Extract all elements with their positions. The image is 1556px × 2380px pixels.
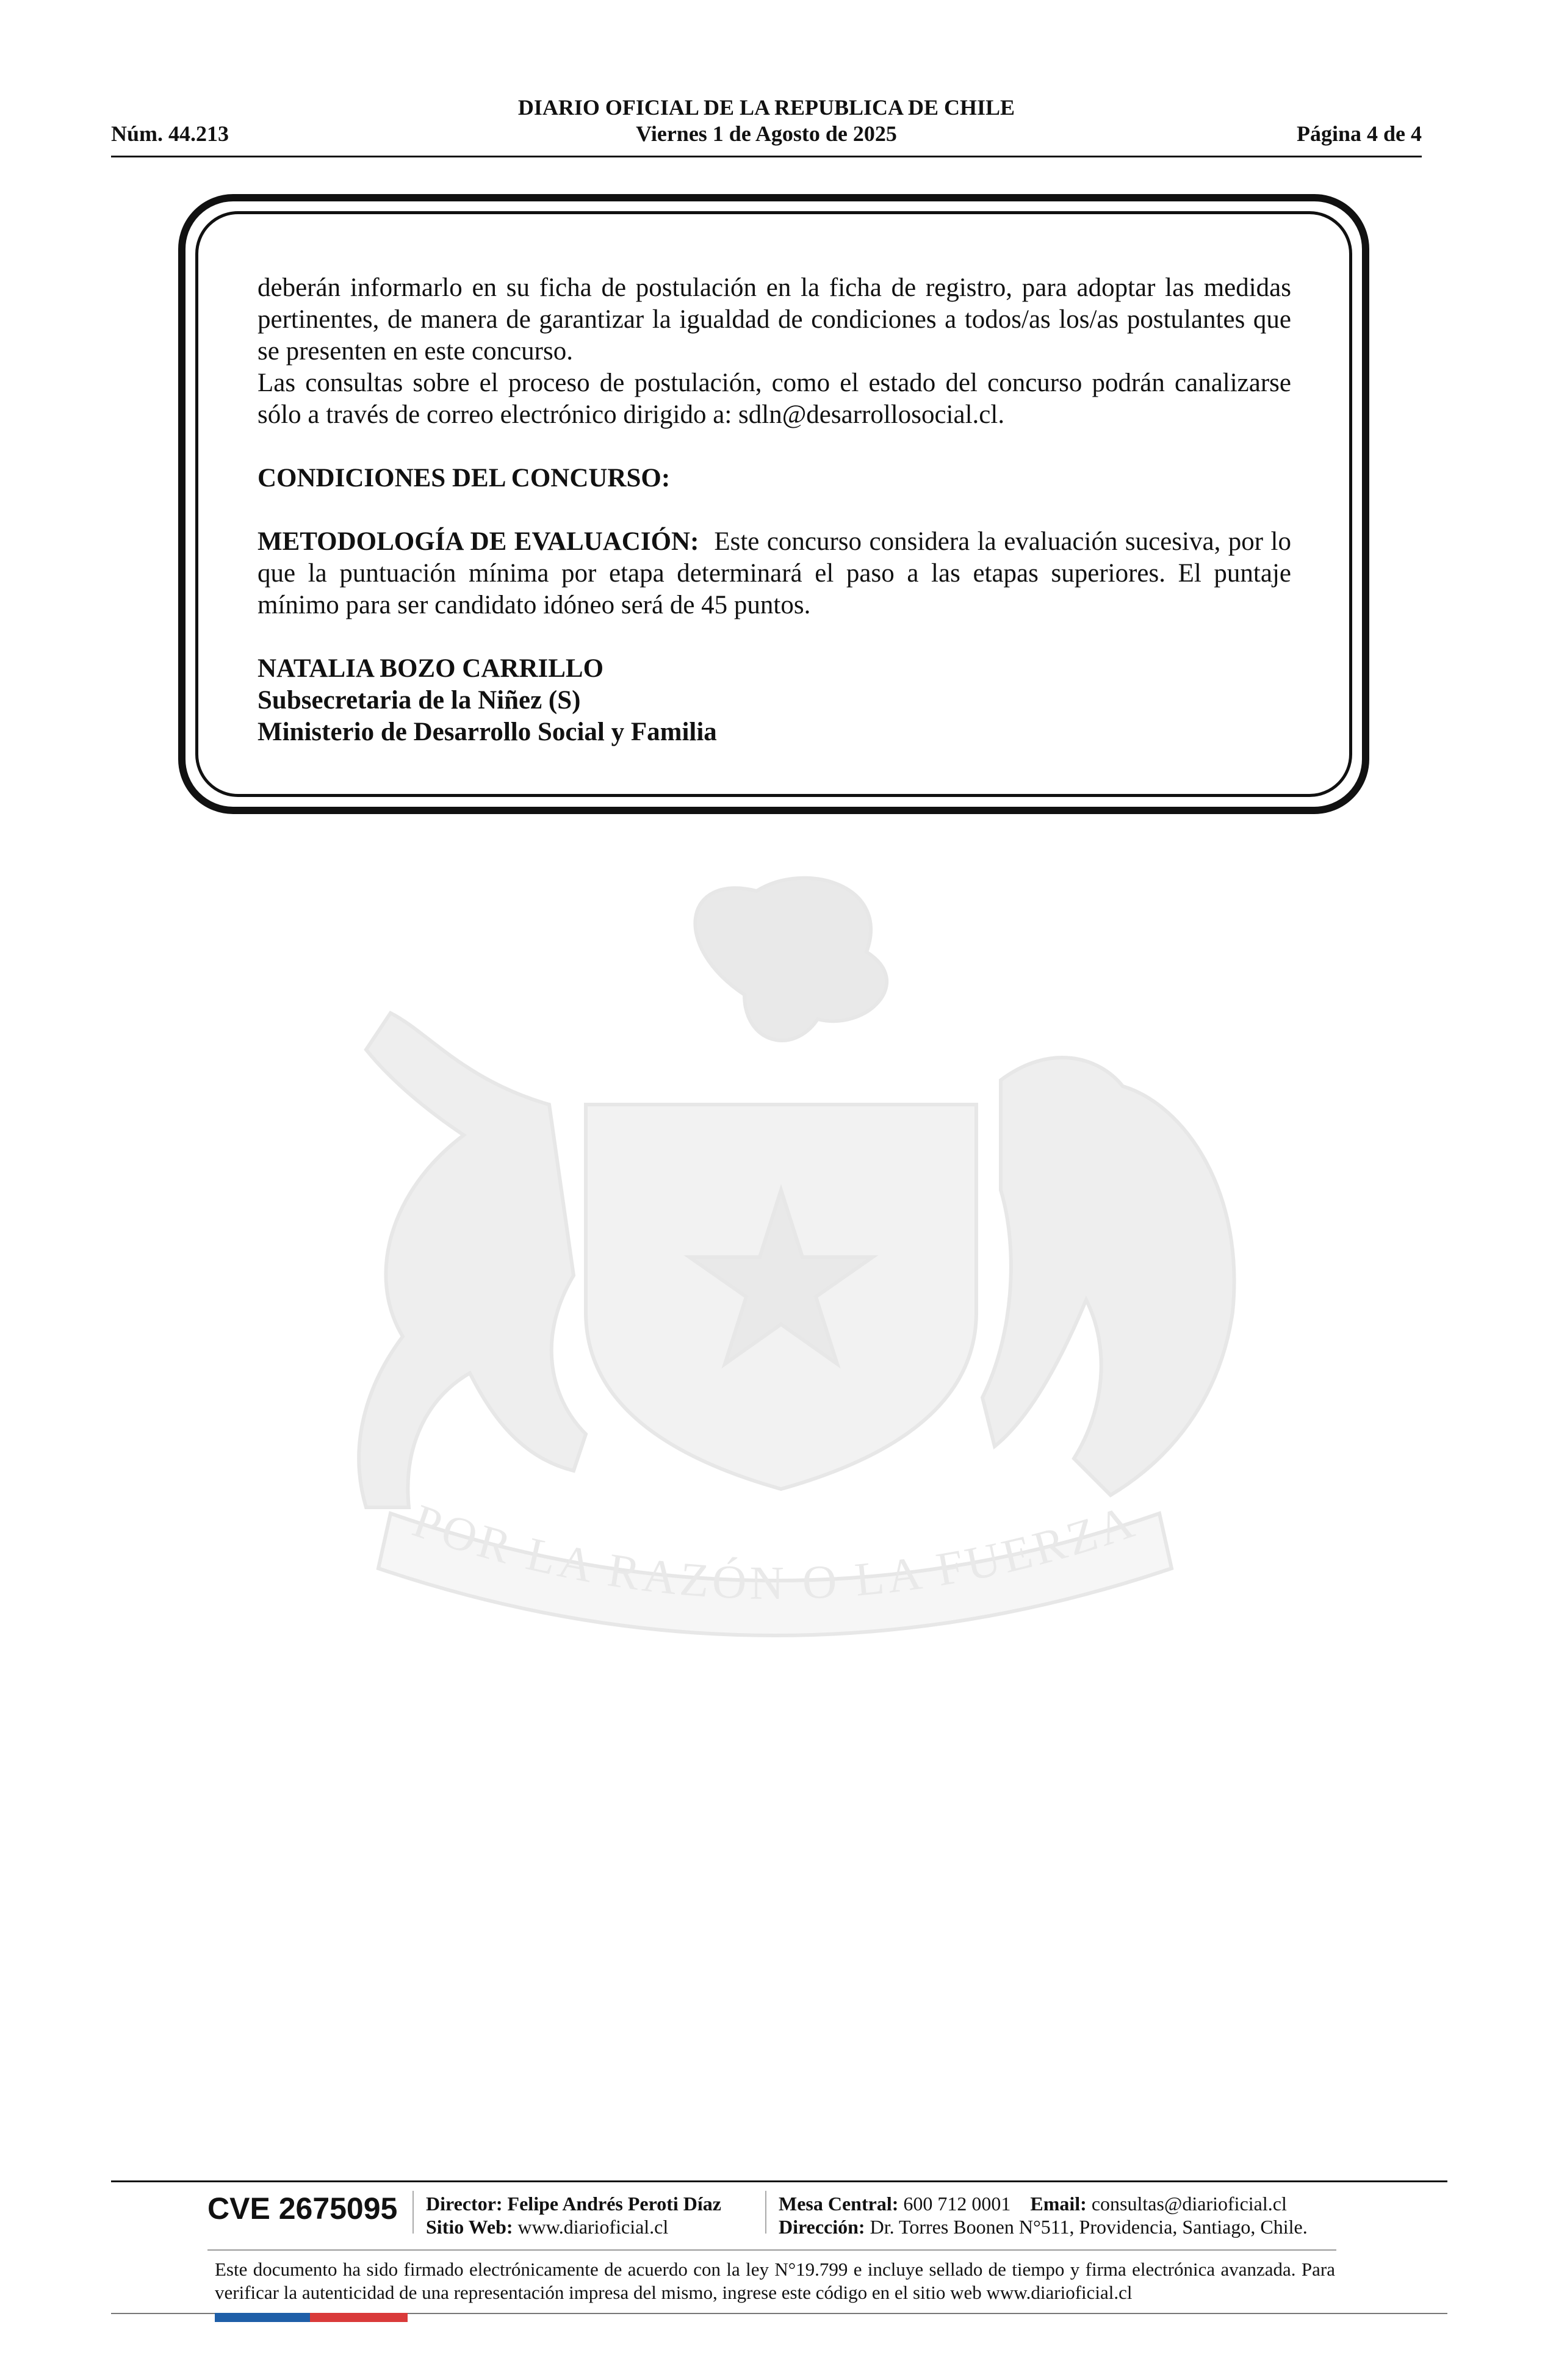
condor-shape (982, 1058, 1234, 1495)
cve-code: CVE 2675095 (207, 2191, 398, 2226)
page-indicator: Página 4 de 4 (1296, 121, 1422, 146)
flag-bar-blue (215, 2313, 310, 2322)
methodology-paragraph (258, 526, 1291, 621)
footer-director-column: Director: Felipe Andrés Peroti Díaz Sitio Web: www.diarioficial.cl (426, 2193, 721, 2238)
coat-of-arms-watermark (207, 848, 1342, 1678)
legal-notice: Este documento ha sido firmado electrónicamente de acuerdo con la ley N°19.799 e incluye sellado de tiempo y firma electrónica avanzada. Para verificar la autenticidad de una representación impresa del mismo, ingrese este código en el sitio web www.diarioficial.cl (215, 2259, 1335, 2303)
website-link[interactable]: www.diarioficial.cl (517, 2216, 669, 2238)
footer-separator (412, 2191, 414, 2234)
issue-date: Viernes 1 de Agosto de 2025 (636, 121, 897, 146)
footer-inner-divider (207, 2249, 1336, 2251)
footer-divider (111, 2180, 1447, 2182)
gazette-title: DIARIO OFICIAL DE LA REPUBLICA DE CHILE (517, 95, 1015, 120)
phone-number: 600 712 0001 (903, 2193, 1011, 2215)
issue-number: Núm. 44.213 (111, 121, 229, 146)
paragraph-registration: deberán informarlo en su ficha de postulación en la ficha de registro, para adoptar las medidas pertinentes, de manera de garantizar la igualdad de condiciones a todos/as los/as postulantes que se presenten en este concurso. (258, 273, 1291, 366)
signatory-title: Subsecretaria de la Niñez (S) (258, 686, 581, 715)
methodology-label: METODOLOGÍA DE EVALUACIÓN: (258, 527, 699, 556)
signatory-ministry: Ministerio de Desarrollo Social y Familia (258, 718, 717, 746)
footer-separator (765, 2191, 766, 2234)
plumes-shape (695, 878, 887, 1040)
page-header (111, 95, 1422, 154)
flag-bar-red (310, 2313, 408, 2322)
seal-motto: POR LA RAZÓN O LA FUERZA (406, 1493, 1144, 1610)
notice-content (258, 272, 1291, 748)
director-name: Felipe Andrés Peroti Díaz (507, 2193, 721, 2215)
methodology-text: Este concurso considera la evaluación sucesiva, por lo que la puntuación mínima por etapa determinará el paso a las etapas superiores. El puntaje mínimo para ser candidato idóneo será de 45 puntos. (258, 527, 1292, 619)
conditions-heading: CONDICIONES DEL CONCURSO: (258, 464, 671, 492)
paragraph-inquiries: Las consultas sobre el proceso de postulación, como el estado del concurso podrán canalizarse sólo a través de correo electrónico dirigido a: sdln@desarrollosocial.cl. (258, 369, 1291, 429)
email-link[interactable]: consultas@diarioficial.cl (1091, 2193, 1287, 2215)
header-divider (111, 156, 1422, 157)
signatory-name: NATALIA BOZO CARRILLO (258, 654, 604, 683)
footer-contact-column: Mesa Central: 600 712 0001 Email: consultas@diarioficial.cl Dirección: Dr. Torres Boonen N°511, Providencia, Santiago, Chile. (779, 2193, 1308, 2238)
address-text: Dr. Torres Boonen N°511, Providencia, Santiago, Chile. (870, 2216, 1308, 2238)
huemul-shape (359, 1013, 586, 1507)
